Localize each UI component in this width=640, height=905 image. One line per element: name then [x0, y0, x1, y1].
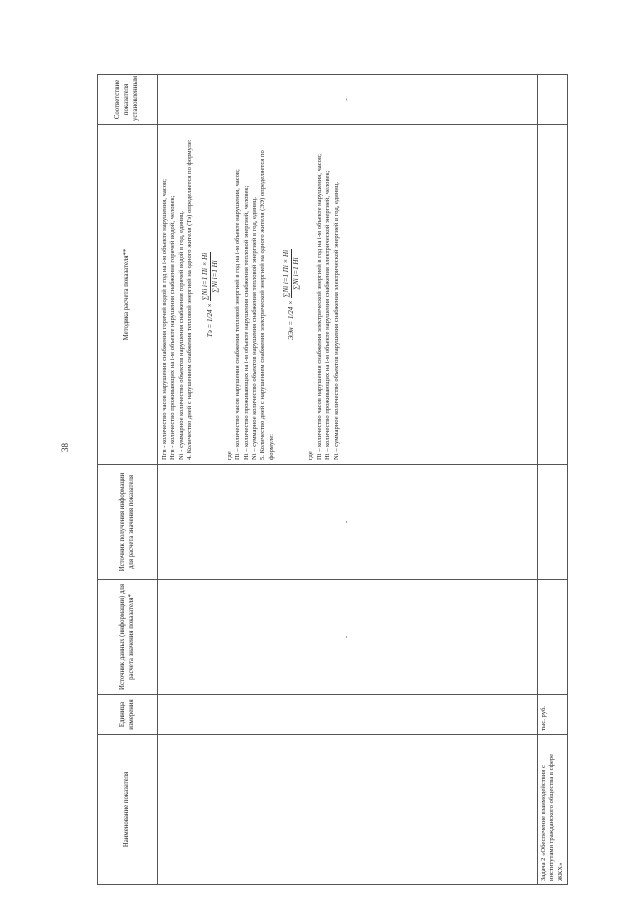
formula-electric: [282, 129, 301, 460]
table-row: [158, 75, 538, 885]
formula-denominator: ∑Ni i=1 Нi: [292, 257, 301, 290]
row1-info-source: -: [158, 465, 538, 580]
method-line: Пi – количество часов нарушения снабжения электрической энергией в год на i-м объекте нарушения, часов;: [315, 154, 323, 460]
formula-lhs: ЭЭн =: [287, 320, 296, 341]
method-line: 5. Количество дней с нарушением снабжения электрической энергией на одного жителя (ЭЭ) определяется по формуле:: [259, 148, 275, 460]
row2-data-source: [538, 580, 568, 695]
formula-fraction: [282, 249, 301, 299]
row2-unit: тыс. руб.: [538, 695, 568, 735]
method-line: Ni – суммарное количество объектов нарушения снабжения тепловой энергией в год, единиц.: [250, 197, 258, 460]
row2-correspondence: [538, 75, 568, 125]
table-row: [538, 75, 568, 885]
formula-coef: 1/24 ×: [287, 300, 296, 320]
header-row: [98, 75, 158, 885]
indicators-table: [97, 74, 568, 885]
method-line: Ni - суммарное количество объектов нарушения снабжения горячей водой в год, единиц.: [177, 210, 185, 460]
formula-fraction: [201, 252, 220, 302]
method-line: Пi – количество часов нарушения снабжения тепловой энергией в год на i-м объекте нарушения, часов;: [234, 169, 242, 460]
formula-numerator: ∑Ni i=1 Пi × Нi: [200, 252, 209, 301]
method-line: Пгв - количество часов нарушения снабжения горячей водой в год на i-м объекте нарушения, часов;: [161, 179, 168, 460]
row2-info-source: [538, 465, 568, 580]
formula-numerator: ∑Ni i=1 Пi × Нi: [282, 249, 291, 298]
row2-method: [538, 125, 568, 465]
formula-coef: 1/24 ×: [205, 303, 214, 322]
formula-heat: [201, 129, 220, 460]
row1-unit: [158, 695, 538, 735]
row2-name: Задача 2 «Обеспечение взаимодействия с институтами гражданского общества в сфере ЖКХ»: [538, 735, 568, 885]
header-name: Наименование показателя: [98, 735, 158, 885]
row1-name: [158, 735, 538, 885]
header-data-source: Источник данных (информации) для расчета значения показателя*: [98, 580, 158, 695]
row1-data-source: -: [158, 580, 538, 695]
rotated-table-container: [97, 75, 562, 885]
page-number: 38: [60, 443, 70, 452]
formula-denominator: ∑Ni i=1 Нi: [210, 260, 219, 293]
header-correspondence: Соответствие показателя установленным: [98, 75, 158, 125]
row1-correspondence: -: [158, 75, 538, 125]
formula-lhs: Тэ =: [205, 323, 214, 338]
method-line: где: [307, 451, 315, 460]
header-info-source: Источник получения информации для расчета значения показателя: [98, 465, 158, 580]
method-line: Нi – количество проживающих на i-м объекте нарушения снабжения электрической энергией, человек;: [324, 170, 332, 460]
row1-method: [158, 125, 538, 465]
method-line: 4. Количество дней с нарушением снабжения тепловой энергией на одного жителя (Тэ) определяется по формуле:: [186, 139, 194, 460]
header-method: Методика расчета показателя**: [98, 125, 158, 465]
method-line: Нгв - количество проживающих на i-м объекте нарушения снабжения горячей водой, человек;: [169, 195, 177, 460]
method-line: где: [225, 451, 233, 460]
header-unit: Единица измерения: [98, 695, 158, 735]
method-line: Ni – суммарное количество объектов нарушения снабжения электрической энергией в год, единиц.: [332, 181, 340, 460]
method-line: Нi – количество проживающих на i-м объекте нарушения снабжения тепловой энергией, человек;: [242, 185, 250, 460]
